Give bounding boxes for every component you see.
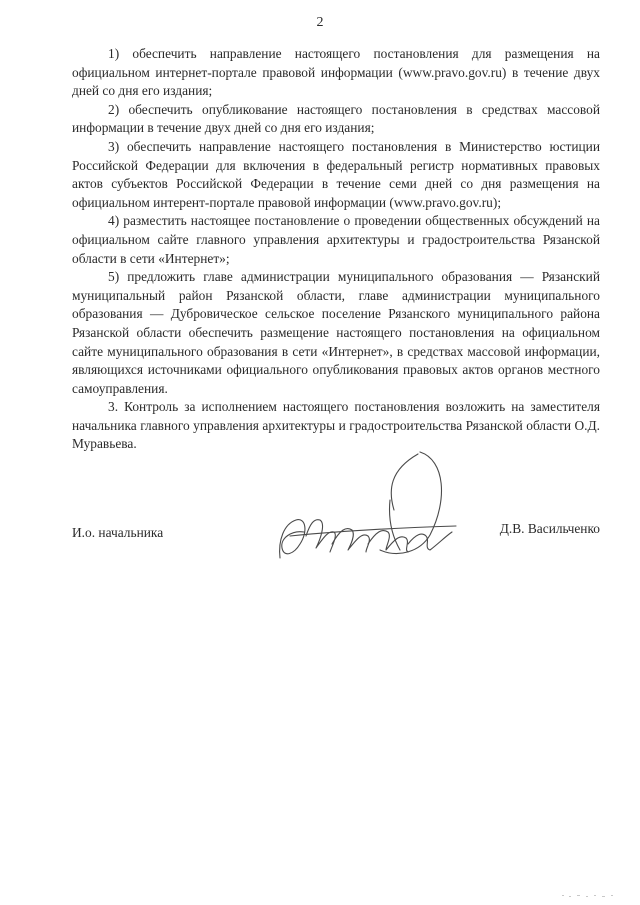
signer-name: Д.В. Васильченко	[499, 521, 600, 536]
paragraph-item-5: 5) предложить главе администрации муниципального образования — Рязанский муниципальный район Рязанской области, главе администрации муниципального образования — Дубровическое сельское поселение Рязанского муниципального района Рязанской области обеспечить размещение настоящего постановления на официальном сайте муниципального образования в сети «Интернет», в средствах массовой информации, являющихся источниками официального опубликования правовых актов органов местного самоуправления.	[72, 269, 600, 396]
paragraph-item-1: 1) обеспечить направление настоящего постановления для размещения на официальном интернет-портале правовой информации (www.pravo.gov.ru) в течение двух дней со дня его издания;	[72, 46, 600, 99]
signer-title: И.о. начальника	[72, 525, 164, 540]
document-body	[72, 45, 600, 454]
page-number: 2	[316, 15, 324, 30]
signature-block	[72, 520, 600, 544]
handwritten-signature	[270, 440, 470, 570]
scan-artifact	[560, 893, 620, 899]
paragraph-item-4: 4) разместить настоящее постановление о проведении общественных обсуждений на официальном сайте главного управления архитектуры и градостроительства Рязанской области в сети «Интернет»;	[72, 213, 600, 266]
paragraph-item-2: 2) обеспечить опубликование настоящего постановления в средствах массовой информации в течение двух дней со дня его издания;	[72, 101, 600, 136]
paragraph-item-3: 3) обеспечить направление настоящего постановления в Министерство юстиции Российской Федерации для включения в федеральный регистр нормативных правовых актов субъектов Российской Федерации в течение семи дней со дня размещения на официальном интерент-портале правовой информации (www.pravo.gov.ru);	[72, 138, 600, 210]
paragraph-control-clause: 3. Контроль за исполнением настоящего постановления возложить на заместителя начальника главного управления архитектуры и градостроительства Рязанской области О.Д. Муравьева.	[72, 399, 600, 452]
